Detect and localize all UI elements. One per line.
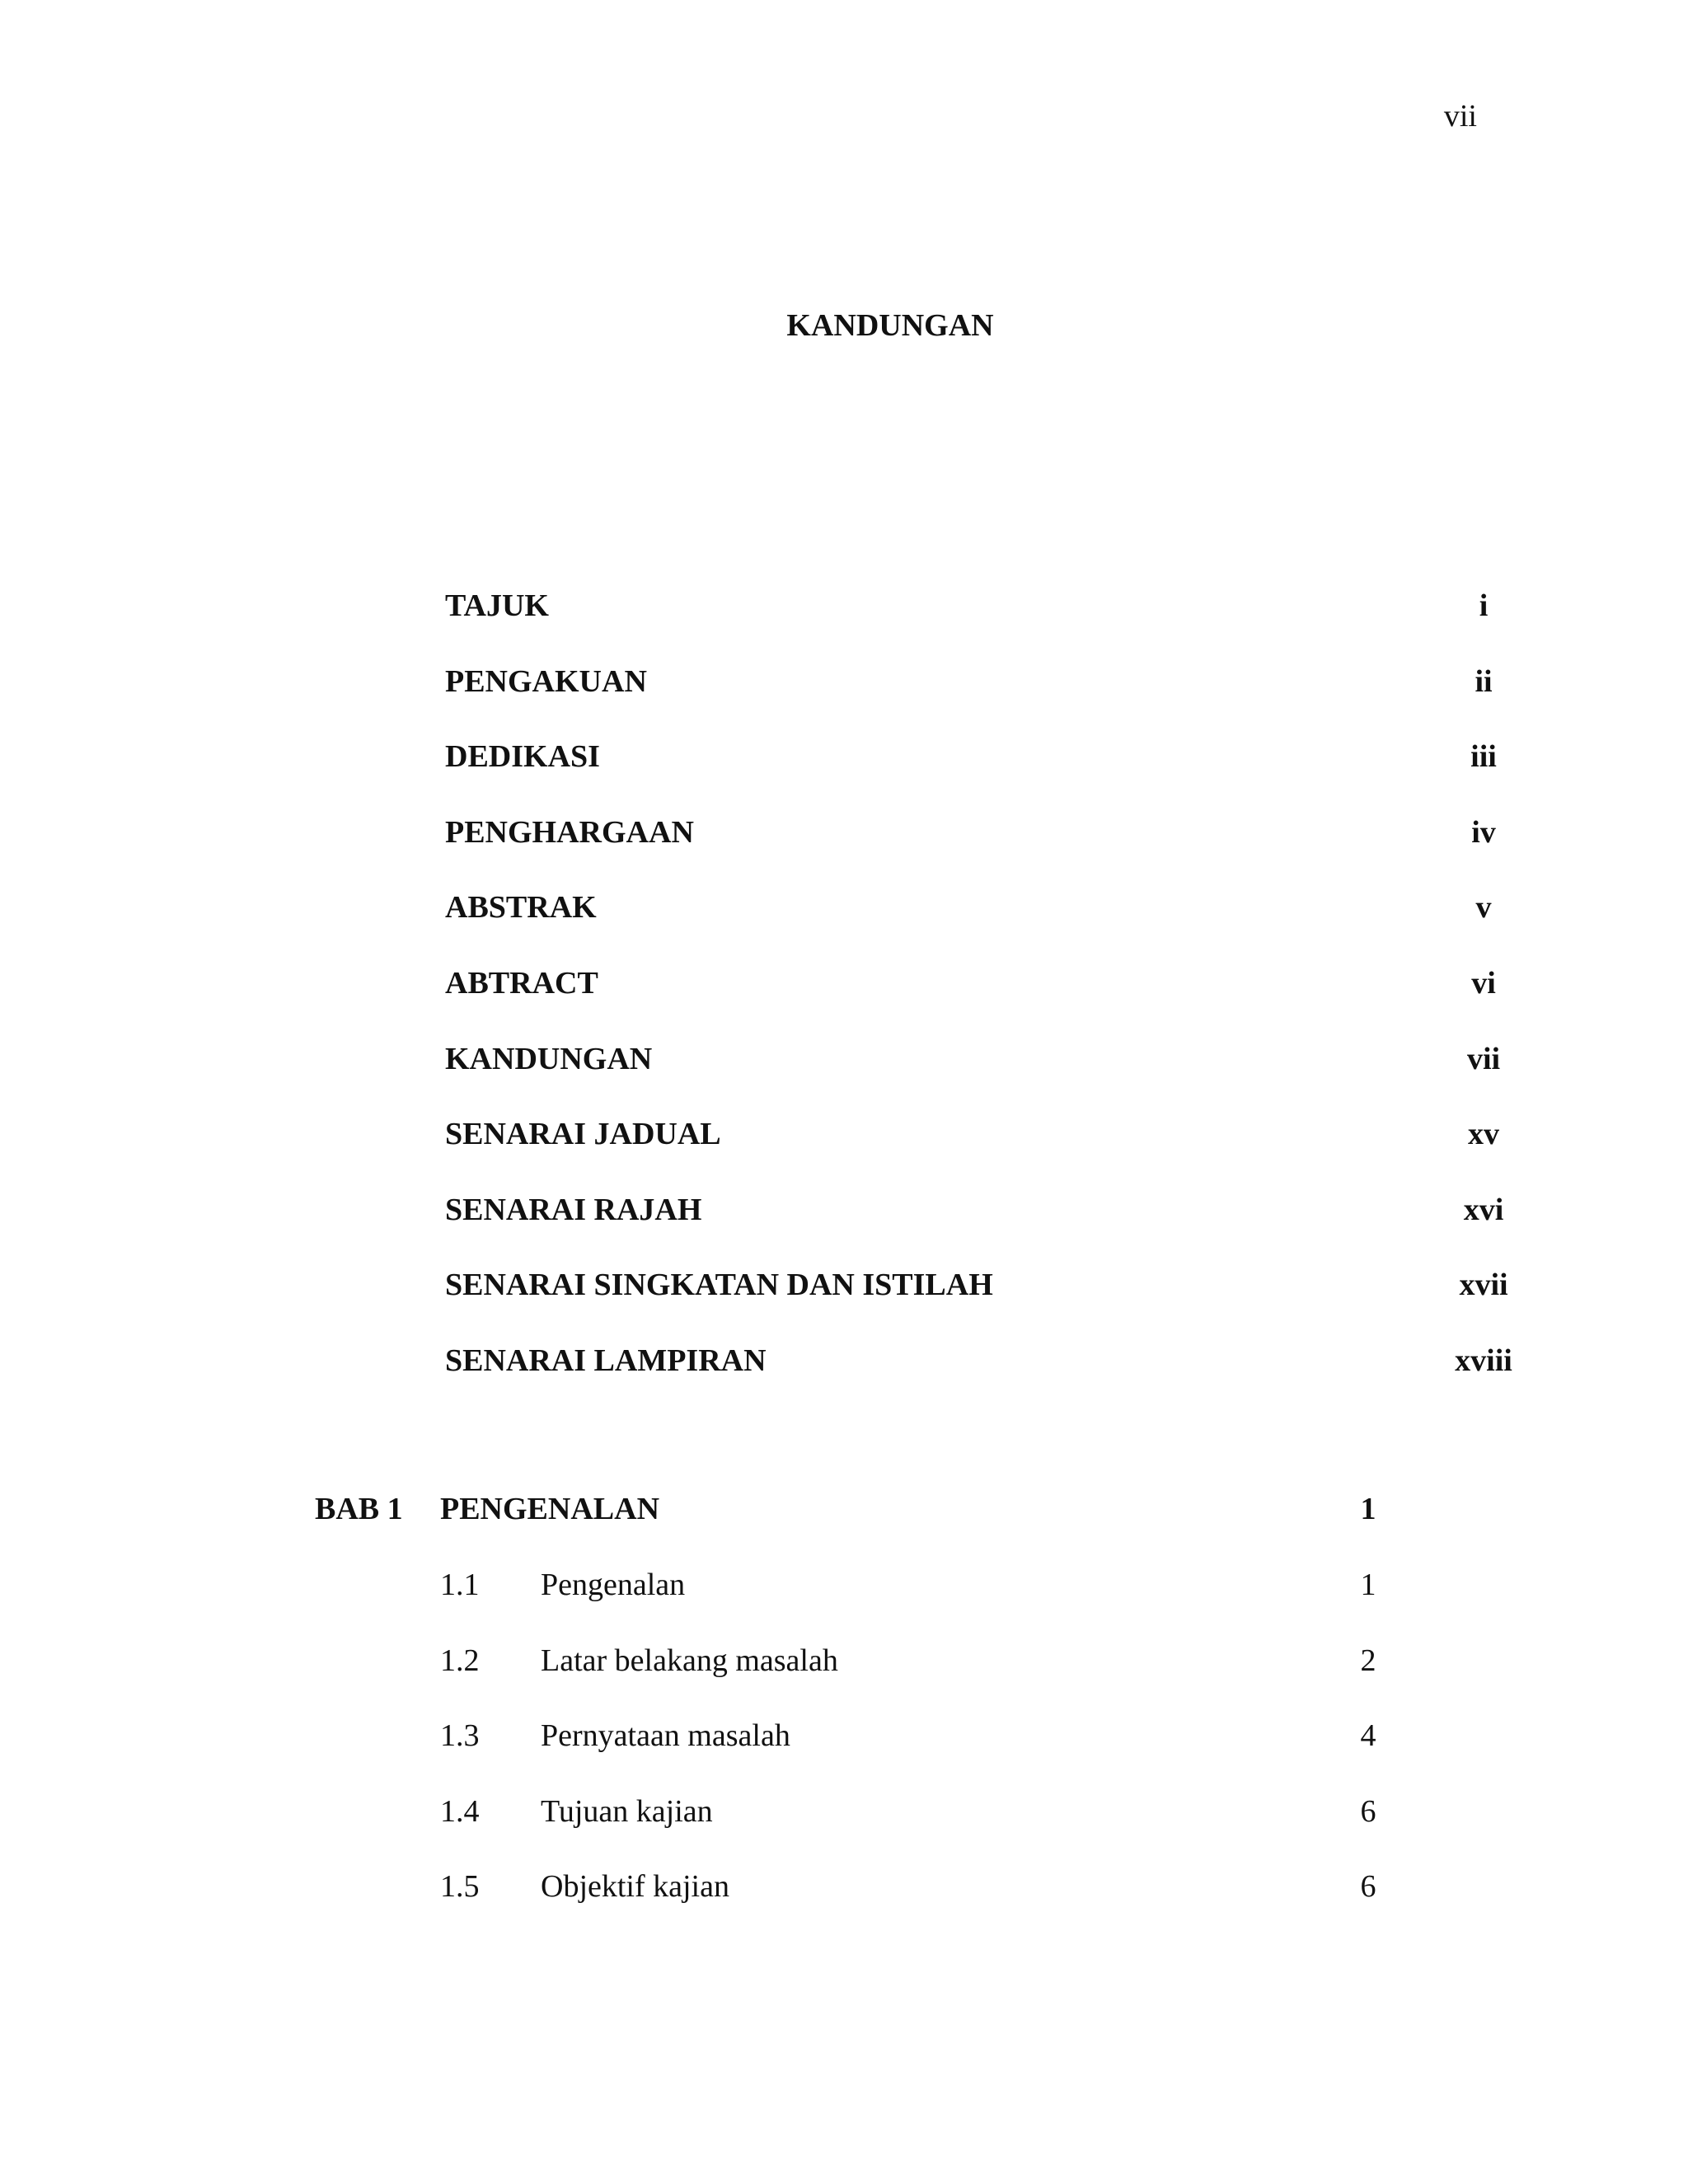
toc-entry-label: TAJUK xyxy=(445,588,549,623)
section-number: 1.1 xyxy=(440,1568,480,1602)
section-entry xyxy=(0,1642,1688,1718)
toc-entry-page: xviii xyxy=(1455,1343,1512,1378)
toc-entry xyxy=(445,738,1497,813)
section-entry xyxy=(0,1793,1688,1868)
toc-entry xyxy=(445,1342,1512,1418)
section-title: Tujuan kajian xyxy=(541,1793,713,1829)
toc-entry-page: xv xyxy=(1468,1117,1499,1152)
toc-entry-label: SENARAI LAMPIRAN xyxy=(445,1343,767,1378)
toc-entry xyxy=(445,964,1496,1040)
section-title: Latar belakang masalah xyxy=(541,1643,838,1678)
toc-entry-page: ii xyxy=(1475,663,1493,699)
toc-entry-label: DEDIKASI xyxy=(445,739,600,775)
section-page: 6 xyxy=(1360,1793,1376,1829)
toc-entry-page: xvii xyxy=(1459,1268,1508,1303)
toc-entry-label: SENARAI SINGKATAN DAN ISTILAH xyxy=(445,1268,993,1303)
section-page: 1 xyxy=(1360,1568,1376,1602)
chapter-title: PENGENALAN xyxy=(440,1492,660,1526)
toc-entry-label: SENARAI RAJAH xyxy=(445,1192,702,1227)
toc-entry-label: PENGAKUAN xyxy=(445,663,647,699)
page-title: KANDUNGAN xyxy=(786,308,994,343)
toc-entry-page: iii xyxy=(1470,739,1497,775)
toc-entry-page: xvi xyxy=(1463,1192,1504,1227)
toc-entry xyxy=(445,1266,1508,1342)
section-title: Pernyataan masalah xyxy=(541,1718,790,1753)
toc-entry xyxy=(445,587,1489,663)
section-entry xyxy=(0,1566,1688,1642)
toc-entry-page: iv xyxy=(1471,814,1496,850)
section-number: 1.3 xyxy=(440,1718,480,1753)
section-entry xyxy=(0,1717,1688,1793)
toc-entry xyxy=(445,663,1493,738)
toc-entry xyxy=(445,1040,1501,1116)
section-entry xyxy=(0,1868,1688,1943)
toc-entry-page: v xyxy=(1475,890,1492,926)
toc-entry-label: PENGHARGAAN xyxy=(445,814,694,850)
section-number: 1.2 xyxy=(440,1643,480,1678)
chapter-page: 1 xyxy=(1360,1492,1376,1526)
section-page: 6 xyxy=(1360,1869,1376,1904)
toc-entry-label: SENARAI JADUAL xyxy=(445,1117,721,1152)
toc-entry xyxy=(445,813,1496,889)
toc-entry-label: ABSTRAK xyxy=(445,890,597,926)
chapter-number: BAB 1 xyxy=(315,1492,403,1526)
page-number: vii xyxy=(1443,99,1477,134)
toc-entry xyxy=(445,1191,1504,1267)
section-page: 4 xyxy=(1360,1718,1376,1753)
section-title: Objektif kajian xyxy=(541,1869,729,1904)
chapter-1 xyxy=(0,1490,1688,1943)
toc-entry xyxy=(445,1115,1499,1191)
toc-entry-page: vi xyxy=(1471,965,1496,1001)
toc-entry-label: KANDUNGAN xyxy=(445,1041,653,1076)
toc-entry-page: vii xyxy=(1466,1041,1501,1076)
toc-entry-label: ABTRACT xyxy=(445,965,598,1001)
toc-entry-page: i xyxy=(1479,588,1489,623)
section-number: 1.5 xyxy=(440,1869,480,1904)
section-page: 2 xyxy=(1360,1643,1376,1678)
section-title: Pengenalan xyxy=(541,1568,686,1602)
chapter-heading xyxy=(0,1490,1688,1566)
section-number: 1.4 xyxy=(440,1793,480,1829)
toc-entry xyxy=(445,888,1492,964)
front-matter-list xyxy=(445,587,1512,1418)
